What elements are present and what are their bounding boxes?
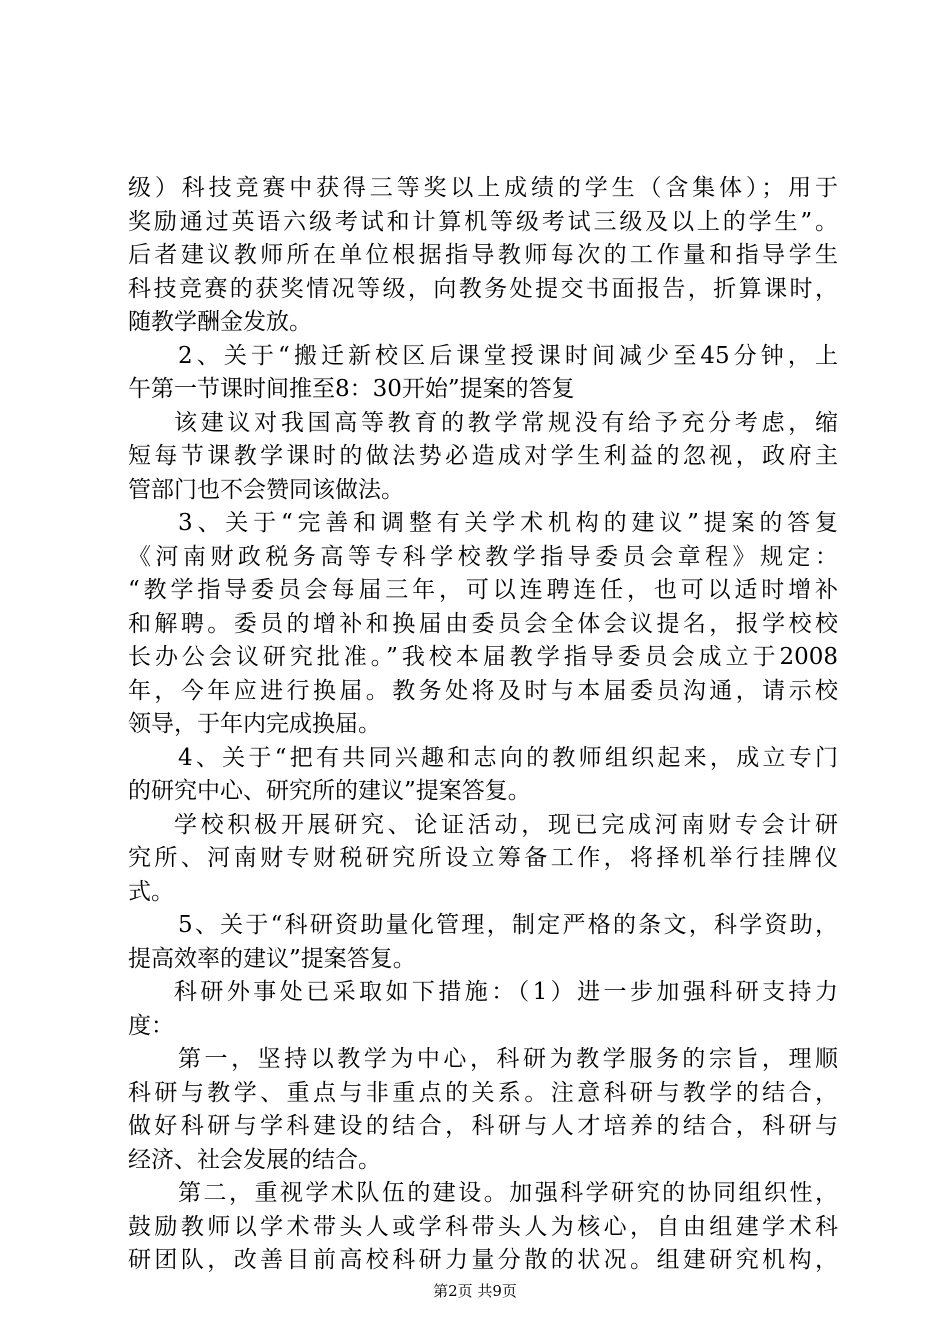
text-line: 的研究中心、研究所的建议”提案答复。	[128, 778, 531, 804]
text-line: 随教学酬金发放。	[128, 309, 312, 335]
text-line: 《河南财政税务高等专科学校教学指导委员会章程》规定：	[128, 543, 838, 570]
text-line: 5、关于“科研资助量化管理，制定严格的条文，科学资助，	[178, 912, 838, 938]
text-line: 年，今年应进行换届。教务处将及时与本届委员沟通，请示校	[128, 677, 838, 704]
text-line: 管部门也不会赞同该做法。	[128, 476, 404, 503]
text-line: 2、关于“搬迁新校区后课堂授课时间减少至45分钟，上	[178, 342, 838, 369]
text-line: 后者建议教师所在单位根据指导教师每次的工作量和指导学生	[128, 242, 838, 268]
text-line: 级）科技竞赛中获得三等奖以上成绩的学生（含集体）；用于	[128, 175, 838, 201]
text-line: 午第一节课时间推至8：30开始”提案的答复	[128, 376, 575, 402]
text-line: 鼓励教师以学术带头人或学科带头人为核心，自由组建学术科	[128, 1213, 838, 1240]
text-line: 科研外事处已采取如下措施：（1）进一步加强科研支持力	[174, 979, 838, 1005]
text-line: 式。	[128, 878, 174, 905]
text-line: 学校积极开展研究、论证活动，现已完成河南财专会计研	[174, 811, 838, 838]
document-body	[128, 172, 838, 1278]
text-line: 提高效率的建议”提案答复。	[128, 945, 416, 972]
text-line: 和解聘。委员的增补和换届由委员会全体会议提名，报学校校	[128, 610, 838, 637]
text-line: 领导，于年内完成换届。	[128, 711, 381, 737]
text-line: 度：	[128, 1012, 174, 1039]
text-line: 科研与教学、重点与非重点的关系。注意科研与教学的结合，	[128, 1079, 838, 1106]
text-line: 第二，重视学术队伍的建设。加强科学研究的协同组织性，	[178, 1180, 838, 1206]
page-footer: 第2页 共9页	[433, 1282, 517, 1300]
text-line: “教学指导委员会每届三年，可以连聘连任，也可以适时增补	[128, 577, 838, 603]
text-line: 研团队，改善目前高校科研力量分散的状况。组建研究机构，	[128, 1247, 838, 1273]
text-line: 短每节课教学课时的做法势必造成对学生利益的忽视，政府主	[128, 443, 838, 469]
text-line: 该建议对我国高等教育的教学常规没有给予充分考虑，缩	[174, 409, 838, 436]
text-line: 经济、社会发展的结合。	[128, 1146, 381, 1173]
text-line: 究所、河南财专财税研究所设立筹备工作，将择机举行挂牌仪	[128, 845, 838, 871]
text-line: 奖励通过英语六级考试和计算机等级考试三级及以上的学生”。	[128, 208, 838, 235]
text-line: 第一，坚持以教学为中心，科研为教学服务的宗旨，理顺	[178, 1046, 838, 1072]
text-line: 长办公会议研究批准。”我校本届教学指导委员会成立于2008	[128, 644, 838, 670]
text-line: 做好科研与学科建设的结合，科研与人才培养的结合，科研与	[128, 1113, 838, 1139]
text-line: 3、关于“完善和调整有关学术机构的建议”提案的答复	[178, 510, 838, 536]
text-line: 科技竞赛的获奖情况等级，向教务处提交书面报告，折算课时，	[128, 275, 838, 302]
text-line: 4、关于“把有共同兴趣和志向的教师组织起来，成立专门	[178, 744, 838, 771]
